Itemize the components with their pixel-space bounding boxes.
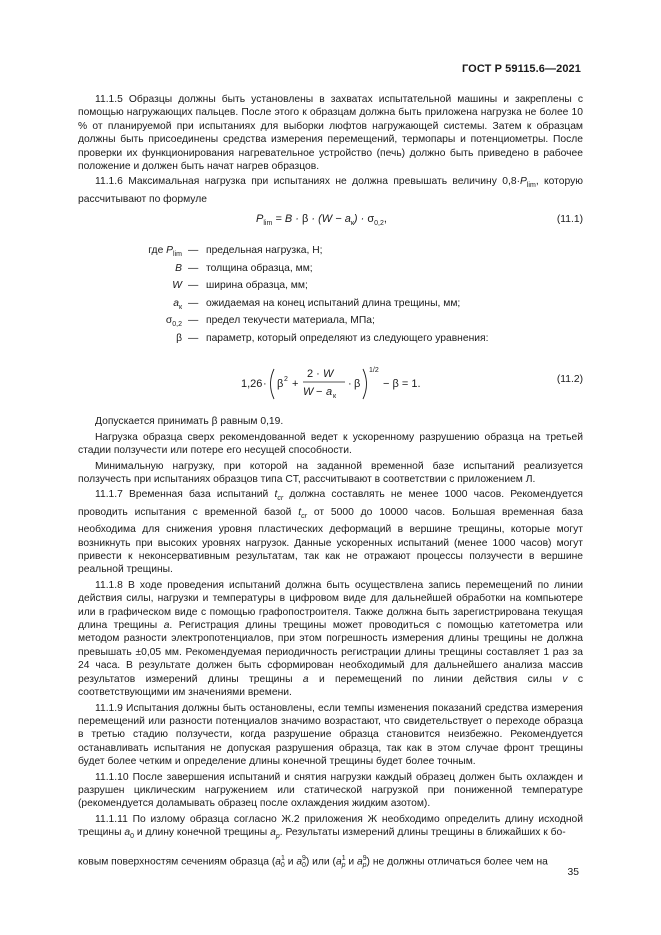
svg-text:·: · bbox=[263, 378, 267, 391]
paragraph-overload-note: Нагрузка образца сверх рекомендованной ведет к ускоренному разрушению образца на третьей стадии ползучести или потере его несущей способности. bbox=[78, 431, 583, 457]
page-number: 35 bbox=[567, 867, 579, 878]
svg-text:к: к bbox=[333, 393, 337, 401]
paragraph-11-1-11: 11.1.11 По излому образца согласно Ж.2 приложения Ж необходимо определить длину исходной трещины $a_0$ и длину конечной трещины $a_p$. Результаты измерений длины трещины в ближайших к бо- bbox=[78, 813, 583, 841]
paragraph-11-1-9: 11.1.9 Испытания должны быть остановлены, если темпы изменения показаний средства измерения перемещений или разности потенциалов значимо возрастают, что свидетельствует о переходе образца в третью стадию ползучести, когда разрушение образца становится неизбежно. Рекомендуется останавливать испытания не допуская разрушения образца, так как в этом случае фронт трещины будет более четким и определение длины конечной трещины будет более точным. bbox=[78, 702, 583, 768]
svg-text:W: W bbox=[323, 368, 334, 381]
paragraph-min-load: Минимальную нагрузку, при которой на заданной временной базе испытаний реализуется ползучесть при испытаниях образцов типа CT, рассчитывают в соответствии с приложением Л. bbox=[78, 460, 583, 485]
definition-sigma: $\sigma_{0,2}$ — предел текучести материала, МПа; bbox=[165, 315, 375, 329]
formula-11-1 bbox=[78, 210, 583, 234]
svg-text:− β = 1.: − β = 1. bbox=[383, 378, 421, 391]
svg-text:β: β bbox=[277, 378, 284, 391]
formula-11-2-expression bbox=[241, 363, 441, 405]
paragraph-11-1-5: 11.1.5 Образцы должны быть установлены в захватах испытательной машины и закреплены с помощью нагружающих пальцев. После этого к образцам должна быть приложена нагрузка не более 10 % от планируемой при испытаниях для выборки люфтов нагружающей системы. Затем к образцам должны быть присоединены средства измерения перемещений, термопары и потенциометры. После проверки их функционирования нагревательное устройство (печь) должно быть приведено в рабочее положение и должен быть начат нагрев образцов. bbox=[78, 94, 583, 173]
definition-p-lim: где $P_{lim}$ — предельная нагрузка, Н; bbox=[148, 245, 323, 259]
svg-text:W: W bbox=[303, 386, 314, 399]
svg-text:−: − bbox=[316, 386, 323, 399]
paragraph-11-1-6: 11.1.6 Максимальная нагрузка при испытаниях не должна превышать величину $0,8\cdot P_{lim}$, которую рассчитывают по формуле bbox=[78, 176, 583, 205]
svg-text:1,26: 1,26 bbox=[241, 378, 263, 391]
formula-11-1-expression: $P_{lim} = B \cdot \beta \cdot (W - a_к) \cdot \sigma_{0,2}$, bbox=[256, 213, 387, 228]
definitions-list bbox=[78, 244, 583, 349]
document-header: ГОСТ Р 59115.6—2021 bbox=[461, 63, 581, 75]
definition-w: W — ширина образца, мм; bbox=[172, 280, 308, 292]
svg-text:1/2: 1/2 bbox=[369, 367, 379, 375]
svg-text:+: + bbox=[292, 378, 299, 391]
formula-11-2 bbox=[78, 361, 583, 405]
svg-text:β: β bbox=[354, 378, 361, 391]
paragraph-11-1-8: 11.1.8 В ходе проведения испытаний должна быть осуществлена запись перемещений по линии действия силы, нагрузки и температуры в цифровом виде для дальнейшей обработки на компьютере или в графическом виде с помощью графопостроителя. Также должна быть зарегистрирована текущая длина трещины a. Регистрация длины трещины может проводиться с помощью катетометра или методом разности электропотенциалов, при этом погрешность измерения длины трещины не должна превышать ±0,05 мм. Рекомендуемая периодичность регистрации длины трещины составляет 1 раз за 24 часа. В результате должен быть сформирован необходимый для дальнейшего анализа массив результатов измерений длины трещины a и перемещений по линии действия силы v с соответствующими им значениями времени. bbox=[78, 579, 583, 699]
document-body bbox=[78, 93, 583, 873]
definition-b: B — толщина образца, мм; bbox=[175, 262, 313, 274]
definition-beta: β — параметр, который определяют из следующего уравнения: bbox=[176, 332, 489, 344]
paragraph-11-1-10: 11.1.10 После завершения испытаний и снятия нагрузки каждый образец должен быть охлажден и разрушен циклическим нагружением или статической нагрузкой при пониженной температуре (рекомендуется доламывать образец после охлаждения жидким азотом). bbox=[78, 771, 583, 810]
formula-11-2-number: (11.2) bbox=[556, 374, 583, 386]
svg-text:2: 2 bbox=[284, 376, 288, 384]
paragraph-11-1-11-continuation: ковым поверхностям сечениям образца ($a^1_0$ и $a^9_0$) или ($a^1_p$ и $a^9_p$) не должны отличаться более чем на bbox=[78, 854, 548, 870]
paragraph-11-1-7: 11.1.7 Временная база испытаний $t_{cr}$ должна составлять не менее 1000 часов. Рекомендуется проводить испытания с временной базой $t_{cr}$ от 5000 до 10000 часов. Большая временная база необходима для снижения уровня пластических деформаций в вершине трещины, которые могут возникнуть при высоких уровнях нагрузок. Данные ускоренных испытаний (менее 1000 часов) могут привести к неконсервативным результатам, так как не отражают процессы ползучести в вершине реальной трещины. bbox=[78, 489, 583, 576]
svg-text:a: a bbox=[326, 386, 333, 399]
paragraph-beta-note: Допускается принимать β равным 0,19. bbox=[95, 416, 284, 428]
definition-a-k: $a_к$ — ожидаемая на конец испытаний длина трещины, мм; bbox=[173, 297, 461, 311]
formula-11-1-number: (11.1) bbox=[556, 214, 583, 226]
svg-text:2 ·: 2 · bbox=[307, 368, 320, 381]
svg-text:·: · bbox=[348, 378, 352, 391]
